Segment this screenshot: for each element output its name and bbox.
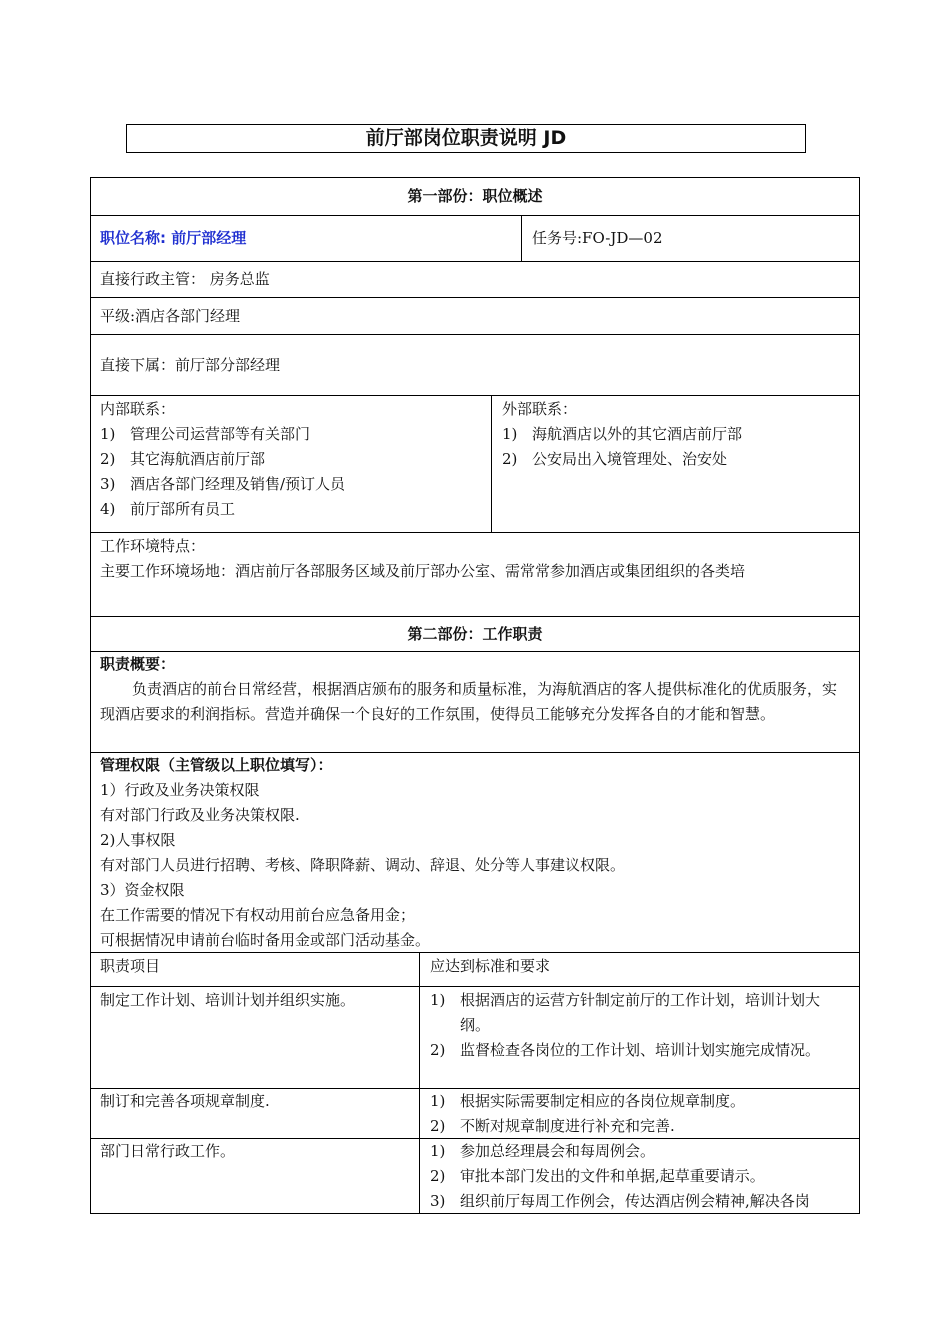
authority-title: 管理权限（主管级以上职位填写）： bbox=[100, 756, 333, 774]
list-item: 2) 不断对规章制度进行补充和完善. bbox=[430, 1117, 675, 1135]
list-item: 1) 参加总经理晨会和每周例会。 bbox=[430, 1142, 656, 1160]
list-item: 1) 根据酒店的运营方针制定前厅的工作计划，培训计划大纲。 bbox=[430, 991, 821, 1034]
list-item: 1) 根据实际需要制定相应的各岗位规章制度。 bbox=[430, 1092, 746, 1110]
authority-line: 3）资金权限 bbox=[100, 881, 185, 899]
authority-line: 有对部门行政及业务决策权限. bbox=[100, 806, 300, 824]
list-item: 1) 海航酒店以外的其它酒店前厅部 bbox=[502, 425, 743, 443]
row-divider bbox=[90, 395, 860, 396]
work-environment-title: 工作环境特点： bbox=[100, 537, 206, 555]
part2-header: 第二部份：工作职责 bbox=[407, 625, 543, 643]
list-item: 1) 管理公司运营部等有关部门 bbox=[100, 425, 311, 443]
list-item: 2) 其它海航酒店前厅部 bbox=[100, 450, 266, 468]
row-divider bbox=[90, 986, 860, 987]
duty-standards bbox=[420, 1139, 859, 1213]
authority-line: 在工作需要的情况下有权动用前台应急备用金； bbox=[100, 906, 416, 924]
peer-level: 平级:酒店各部门经理 bbox=[100, 307, 241, 325]
list-item: 2) 审批本部门发出的文件和单据,起草重要请示。 bbox=[430, 1167, 765, 1185]
duty-summary-text: 负责酒店的前台日常经营，根据酒店颁布的服务和质量标准，为海航酒店的客人提供标准化的优质服务，实现酒店要求的利润指标。营造并确保一个良好的工作氛围，使得员工能够充分发挥各自的才能和智慧。 bbox=[100, 680, 838, 723]
authority-line: 有对部门人员进行招聘、考核、降职降薪、调动、辞退、处分等人事建议权限。 bbox=[100, 856, 626, 874]
work-environment bbox=[90, 534, 860, 616]
list-item: 3) 组织前厅每周工作例会，传达酒店例会精神,解决各岗 bbox=[430, 1192, 810, 1210]
document-title: 前厅部岗位职责说明 JD bbox=[126, 124, 806, 153]
list-item: 2) 公安局出入境管理处、治安处 bbox=[502, 450, 728, 468]
authority-line: 可根据情况申请前台临时备用金或部门活动基金。 bbox=[100, 931, 431, 949]
management-authority bbox=[90, 753, 860, 952]
duty-column-header: 职责项目 bbox=[100, 957, 161, 975]
work-environment-text: 主要工作环境场地：酒店前厅各部服务区域及前厅部办公室、需常常参加酒店或集团组织的各类培 bbox=[100, 562, 746, 580]
part1-header: 第一部份：职位概述 bbox=[407, 187, 543, 205]
task-number: 任务号:FO-JD—02 bbox=[532, 229, 663, 247]
direct-supervisor: 直接行政主管： 房务总监 bbox=[100, 270, 270, 288]
row-divider bbox=[90, 532, 860, 533]
list-item: 2) 监督检查各岗位的工作计划、培训计划实施完成情况。 bbox=[430, 1041, 821, 1059]
duty-standards bbox=[420, 1089, 859, 1138]
list-item: 4) 前厅部所有员工 bbox=[100, 500, 236, 518]
external-contacts bbox=[492, 397, 859, 531]
authority-line: 1）行政及业务决策权限 bbox=[100, 781, 260, 799]
row-divider bbox=[90, 1213, 860, 1214]
authority-line: 2)人事权限 bbox=[100, 831, 176, 849]
duty-item: 制定工作计划、培训计划并组织实施。 bbox=[100, 991, 356, 1009]
position-name: 职位名称: 前厅部经理 bbox=[100, 229, 247, 247]
list-item: 3) 酒店各部门经理及销售/预订人员 bbox=[100, 475, 346, 493]
duty-item: 部门日常行政工作。 bbox=[100, 1142, 236, 1160]
duty-standards bbox=[420, 988, 859, 1088]
direct-subordinates: 直接下属：前厅部分部经理 bbox=[100, 356, 281, 374]
internal-contacts bbox=[90, 397, 491, 531]
duty-summary-title: 职责概要： bbox=[100, 655, 176, 673]
duty-summary bbox=[90, 652, 860, 752]
standard-column-header: 应达到标准和要求 bbox=[430, 957, 551, 975]
external-contacts-title: 外部联系： bbox=[502, 400, 578, 418]
internal-contacts-title: 内部联系： bbox=[100, 400, 176, 418]
duty-item: 制订和完善各项规章制度. bbox=[100, 1092, 270, 1110]
